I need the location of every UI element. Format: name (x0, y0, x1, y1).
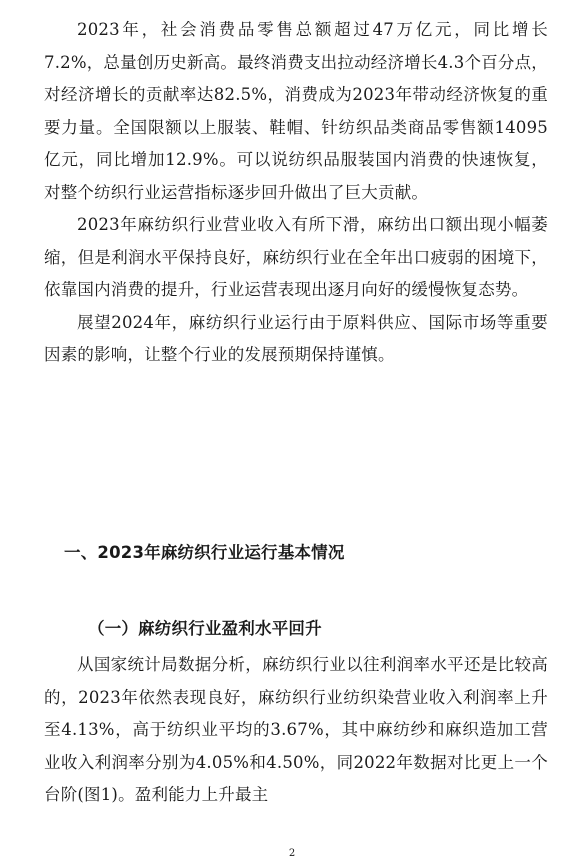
page-number: 2 (288, 848, 296, 859)
section-heading: 一、2023年麻纺织行业运行基本情况 (64, 543, 345, 562)
paragraph-profitability: 从国家统计局数据分析，麻纺织行业以往利润率水平还是比较高的，2023年依然表现良好，麻纺织行业纺织染营业收入利润率上升至4.13%，高于纺织业平均的3.67%，其中麻纺纱和麻织造加工营业收入利润率分别为4.05%和4.50%，同2022年数据对比更上一个台阶(图1)。盈利能力上升最主 (44, 655, 548, 804)
sub-heading: （一）麻纺织行业盈利水平回升 (88, 619, 322, 638)
paragraph-outlook-2024: 展望2024年，麻纺织行业运行由于原料供应、国际市场等重要因素的影响，让整个行业的发展预期保持谨慎。 (44, 312, 548, 364)
profitability-section (44, 649, 548, 812)
intro-section (44, 14, 548, 372)
paragraph-industry-performance: 2023年麻纺织行业营业收入有所下滑，麻纺出口额出现小幅萎缩，但是利润水平保持良好，麻纺织行业在全年出口疲弱的困境下，依靠国内消费的提升，行业运营表现出逐月向好的缓慢恢复态势。 (44, 215, 548, 299)
paragraph-consumption-overview: 2023年，社会消费品零售总额超过47万亿元，同比增长7.2%，总量创历史新高。最终消费支出拉动经济增长4.3个百分点，对经济增长的贡献率达82.5%，消费成为2023年带动经济恢复的重要力量。全国限额以上服装、鞋帽、针纺织品类商品零售额14095亿元，同比增加12.9%。可以说纺织品服装国内消费的快速恢复，对整个纺织行业运营指标逐步回升做出了巨大贡献。 (44, 20, 548, 202)
